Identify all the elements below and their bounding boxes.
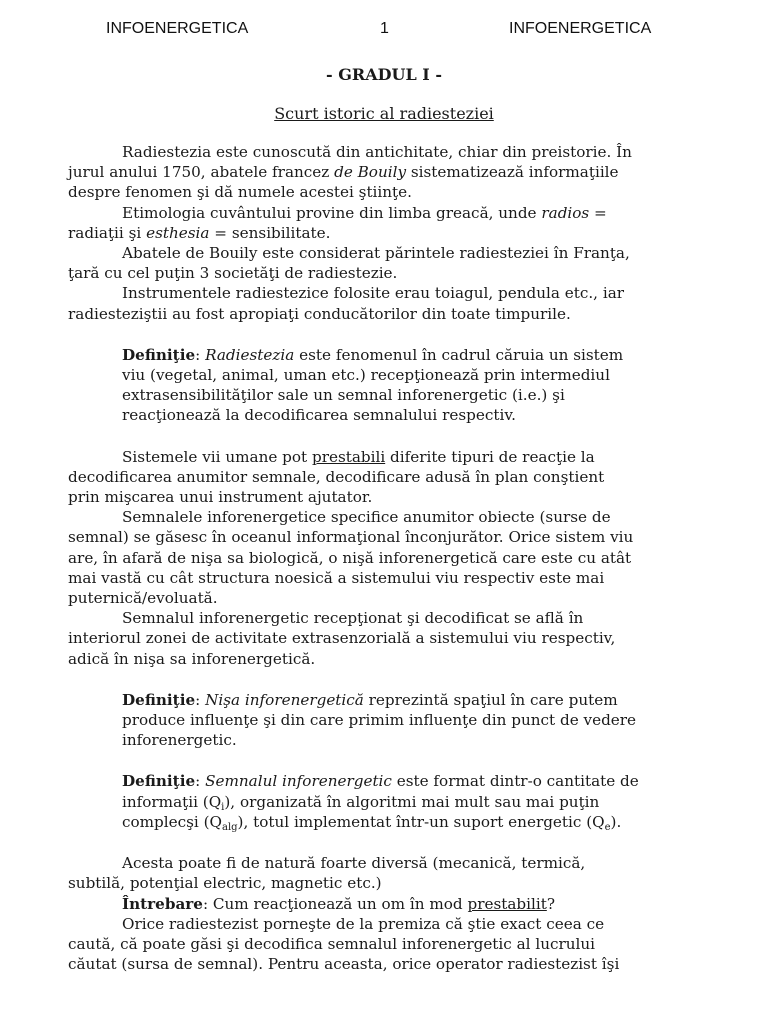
question-line: Întrebare: Cum reacţionează un om în mod prestabilit? [122,894,555,913]
definition-line: produce influenţe şi din care primim influenţe din punct de vedere [122,711,637,730]
paragraph-gap [68,426,708,447]
paragraph-line: Radiestezia este cunoscută din antichitate, chiar din preistorie. În [122,143,632,161]
paragraph-line: semnal) se găsesc în oceanul informaţional înconjurător. Orice sistem viu [68,528,634,547]
definition-line: viu (vegetal, animal, uman etc.) recepţionează prin intermediul [122,366,610,385]
paragraph-line: Etimologia cuvântului provine din limba greacă, unde radios = [122,203,607,222]
definition-term: Radiestezia [205,345,295,364]
underlined-text: prestabili [311,447,386,466]
paragraph-gap [68,750,708,771]
paragraph-line: decodificarea anumitor semnale, decodificare adusă în plan conştient [68,467,605,486]
subscript: e [604,821,611,833]
underlined-text: prestabilit [467,894,547,913]
emphasis-text: de Bouily [334,163,407,182]
header-right: INFOENERGETICA [509,20,652,37]
definition-term: Semnalul inforenergetic [205,772,392,791]
emphasis-text: esthesia [146,223,210,242]
definition-line: complecşi $(Q_{alg})$, totul implementat într-un suport energetic $(Q_e)$. [122,812,622,833]
section-title: Scurt istoric al radiesteziei [274,104,494,123]
paragraph-line: despre fenomen şi dă numele acestei ştiinţe. [68,183,412,202]
page-number: 1 [380,20,389,37]
paragraph-line: căutat (sursa de semnal). Pentru aceasta, orice operator radiestezist îşi [68,955,620,974]
paragraph-line: Instrumentele radiestezice folosite erau toiagul, pendula etc., iar [122,284,625,303]
paragraph-line: mai vastă cu cât structura noesică a sistemului viu respectiv este mai [68,568,605,587]
question-label: Întrebare [122,894,203,913]
paragraph-line: radiesteziştii au fost apropiaţi conducătorilor din toate timpurile. [68,304,571,323]
paragraph-line: Orice radiestezist porneşte de la premiza că ştie exact ceea ce [122,914,605,933]
subscript: alg [221,821,238,833]
definition-line: informaţii $(Q_i)$, organizată în algoritmi mai mult sau mai puţin [122,792,600,813]
paragraph-line: Acesta poate fi de natură foarte diversă (mecanică, termică, [122,854,586,873]
header-left: INFOENERGETICA [106,20,249,37]
definition-line: Definiţie: Radiestezia este fenomenul în cadrul căruia un sistem [122,345,624,364]
definition-line: extrasensibilităţilor sale un semnal inforenergetic (i.e.) şi [122,386,565,405]
definition-label: Definiţie [122,772,196,791]
paragraph-line: ţară cu cel puţin 3 societăţi de radiestezie. [68,264,398,283]
definition-line: Definiţie: Nişa inforenergetică reprezintă spaţiul în care putem [122,690,618,709]
definition-line: reacţionează la decodificarea semnalului respectiv. [122,406,516,425]
definition-term: Nişa inforenergetică [205,690,364,709]
paragraph-gap [68,669,708,690]
paragraph-line: interiorul zonei de activitate extrasenzorială a sistemului viu respectiv, [68,629,616,648]
paragraph-line: caută, că poate găsi şi decodifica semnalul inforenergetic al lucrului [68,934,596,953]
emphasis-text: radios [541,203,590,222]
definition-line: inforenergetic. [122,731,237,750]
paragraph-gap [68,832,708,853]
definition-label: Definiţie [122,345,196,364]
paragraph-line: Sistemele vii umane pot prestabili diferite tipuri de reacţie la [122,447,595,466]
paragraph-line: Abatele de Bouily este considerat părintele radiesteziei în Franţa, [122,244,630,263]
definition-label: Definiţie [122,690,196,709]
definition-line: Definiţie: Semnalul inforenergetic este format dintr-o cantitate de [122,772,639,791]
paragraph-line: jurul anului 1750, abatele francez de Bouily sistematizează informaţiile [68,163,619,182]
paragraph-line: puternică/evoluată. [68,589,218,608]
paragraph-line: subtilă, potenţial electric, magnetic etc.) [68,874,382,893]
paragraph-line: Semnalele inforenergetice specifice anumitor obiecte (surse de [122,508,611,527]
paragraph-line: Semnalul inforenergetic recepţionat şi decodificat se află în [122,609,584,628]
paragraph-line: prin mişcarea unui instrument ajutator. [68,488,373,507]
paragraph-gap [68,324,708,345]
subscript: i [221,801,225,813]
paragraph-line: radiaţii şi esthesia = sensibilitate. [68,223,331,242]
document-body [68,142,708,974]
paragraph-line: are, în afară de nişa sa biologică, o nişă inforenergetică care este cu atât [68,548,632,567]
paragraph-line: adică în nişa sa inforenergetică. [68,649,316,668]
chapter-title: - GRADUL I - [326,65,442,84]
